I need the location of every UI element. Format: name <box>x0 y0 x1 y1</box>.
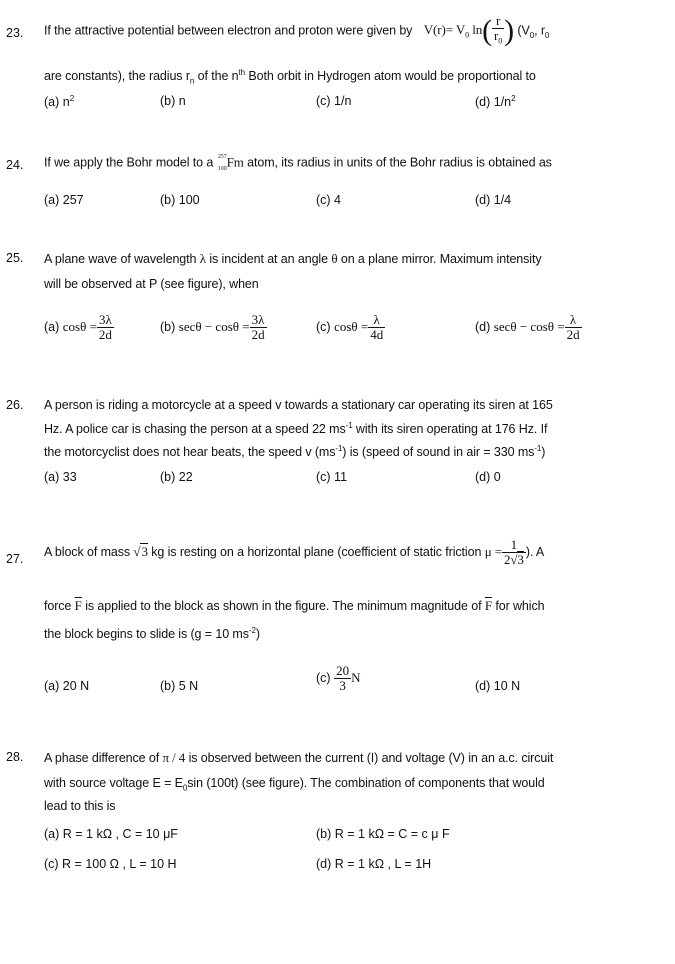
option-d[interactable]: (d) $1/n^2$ <box>475 94 516 110</box>
question-text-line: lead to this is <box>44 799 116 813</box>
option-c[interactable]: (c) cosθ = $\frac{\lambda}{4d}$ <box>316 312 384 342</box>
question-text-line: will be observed at P (see figure), when <box>44 277 259 291</box>
option-d[interactable]: (d) R = 1 kΩ , L = 1H <box>316 857 432 871</box>
option-b[interactable]: (b) n <box>160 94 186 108</box>
option-c[interactable]: (c) 11 <box>316 470 348 484</box>
question-number: 23. <box>6 26 24 40</box>
option-b[interactable]: (b) 22 <box>160 470 193 484</box>
question-number: 28. <box>6 750 24 764</box>
option-d[interactable]: (d) secθ − cosθ = $\frac{\lambda}{2d}$ <box>475 312 580 342</box>
question-text-line: force $\overline{F}$ is applied to the block as shown in the figure. The minimum magnitude of $\overline{F}$ for which <box>44 598 545 613</box>
option-d[interactable]: (d) 0 <box>475 470 501 484</box>
question-text-line: A block of mass √3 kg is resting on a horizontal plane (coefficient of static friction μ = $\frac{1}{2√3}$ ). A <box>44 537 545 567</box>
question-text-line: If the attractive potential between electron and proton were given by $V(r)= V_0$ ln( $\frac{r}{r_0}$ ) ($V_0$, $r_0$ <box>44 13 550 48</box>
sqrt-3: √3 <box>133 543 148 559</box>
option-a[interactable]: (a) 33 <box>44 470 77 484</box>
option-d[interactable]: (d) 10 N <box>475 679 521 693</box>
option-b[interactable]: (b) 5 N <box>160 679 199 693</box>
question-number: 26. <box>6 398 24 412</box>
question-text-line: are constants), the radius $r_n$ of the $n^{th}$ Both orbit in Hydrogen atom would be proportional to <box>44 68 536 86</box>
option-a[interactable]: (a) 257 <box>44 193 84 207</box>
question-text-line: A phase difference of π / 4 is observed between the current (I) and voltage (V) in an a.c. circuit <box>44 750 554 765</box>
option-c[interactable]: (c) 4 <box>316 193 341 207</box>
question-number: 25. <box>6 251 24 265</box>
option-d[interactable]: (d) 1/4 <box>475 193 512 207</box>
question-number: 24. <box>6 158 24 172</box>
question-text-line: A plane wave of wavelength λ is incident at an angle θ on a plane mirror. Maximum intensity <box>44 251 542 266</box>
nuclide-notation: 257 100 <box>217 154 227 172</box>
question-text-line: with source voltage $E = E_0\sin$ (100t) (see figure). The combination of components that would <box>44 776 545 793</box>
question-number: 27. <box>6 552 24 566</box>
option-b[interactable]: (b) secθ − cosθ = $\frac{3\lambda}{2d}$ <box>160 312 265 342</box>
question-text-line: Hz. A police car is chasing the person at a speed 22 $ms^{-1}$ with its siren operating at 176 Hz. If <box>44 421 548 437</box>
option-a[interactable]: (a) $n^2$ <box>44 94 75 110</box>
option-a[interactable]: (a) cosθ = $\frac{3\lambda}{2d}$ <box>44 312 112 342</box>
potential-formula: $V(r)= V_0$ ln( $\frac{r}{r_0}$ ) <box>423 13 515 48</box>
option-a[interactable]: (a) R = 1 kΩ , C = 10 μF <box>44 827 178 841</box>
option-c[interactable]: (c) 1/n <box>316 94 352 108</box>
question-text-line: A person is riding a motorcycle at a speed v towards a stationary car operating its siren at 165 <box>44 398 553 412</box>
question-text-line: the block begins to slide is (g = 10 $ms^{-2}$) <box>44 626 260 642</box>
option-c[interactable]: (c) R = 100 Ω , L = 10 H <box>44 857 177 871</box>
option-b[interactable]: (b) 100 <box>160 193 200 207</box>
option-c[interactable]: (c) $\frac{20}{3}$ N <box>316 663 361 693</box>
question-text-line: If we apply the Bohr model to a 257 100 Fm atom, its radius in units of the Bohr radius is obtained as <box>44 154 552 172</box>
option-a[interactable]: (a) 20 N <box>44 679 90 693</box>
question-text-line: the motorcyclist does not hear beats, the speed v $(ms^{-1})$ is (speed of sound in air = 330 $ms^{-1}$) <box>44 444 546 460</box>
option-b[interactable]: (b) R = 1 kΩ = C = c μ F <box>316 827 450 841</box>
